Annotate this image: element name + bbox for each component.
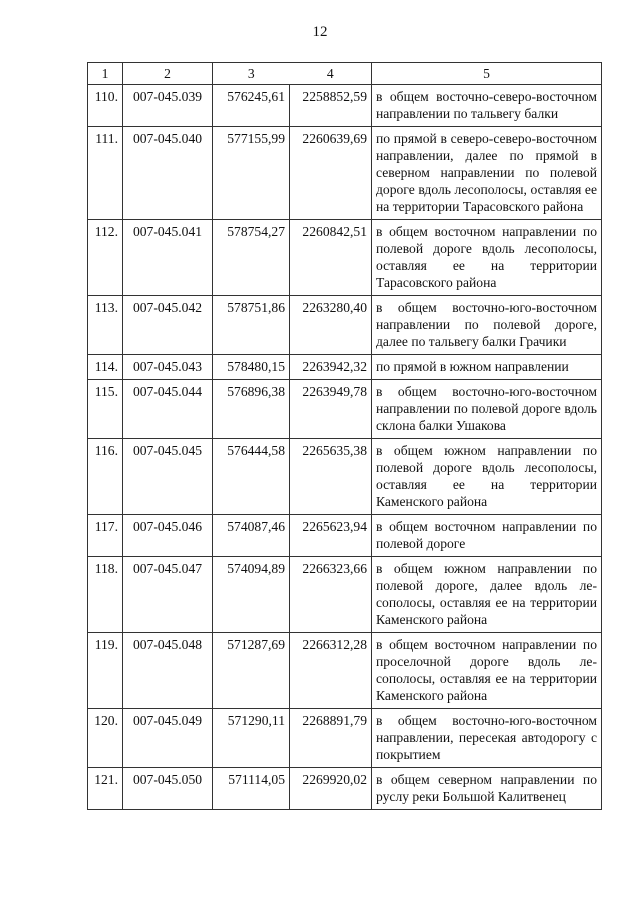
boundary-description: в общем южном направлении по полевой дороге вдоль лесополосы, оставляя ее на территории Каменского района [372,439,602,515]
point-code: 007-045.041 [123,220,213,296]
table-row [88,220,602,296]
row-number: 111. [88,127,123,220]
coordinate-x: 571114,05 [213,768,290,810]
coordinate-x: 578754,27 [213,220,290,296]
point-code: 007-045.048 [123,633,213,709]
row-number: 116. [88,439,123,515]
coordinate-x: 574094,89 [213,557,290,633]
table-row [88,355,602,380]
boundary-description: в общем восточно-юго-восточном направлении, пересекая автодорогу с покрытием [372,709,602,768]
point-code: 007-045.046 [123,515,213,557]
header-col-4: 4 [290,63,372,85]
boundary-description: в общем восточно-юго-восточном направлении по полевой дороге, далее по тальвегу балки Грачики [372,296,602,355]
boundary-description: в общем южном направлении по полевой дороге, далее вдоль лесополосы, оставляя ее на территории Каменского района [372,557,602,633]
row-number: 117. [88,515,123,557]
coordinate-y: 2269920,02 [290,768,372,810]
header-col-2: 2 [123,63,213,85]
coordinate-x: 576245,61 [213,85,290,127]
point-code: 007-045.043 [123,355,213,380]
coordinate-y: 2260639,69 [290,127,372,220]
row-number: 113. [88,296,123,355]
coordinate-x: 574087,46 [213,515,290,557]
header-col-5: 5 [372,63,602,85]
coordinate-y: 2260842,51 [290,220,372,296]
boundary-description: в общем восточно-юго-восточном направлении по полевой дороге вдоль склона балки Ушакова [372,380,602,439]
boundary-description: в общем восточном направлении по полевой дороге вдоль лесополосы, оставляя ее на территории Тарасовского района [372,220,602,296]
point-code: 007-045.040 [123,127,213,220]
coordinate-y: 2265623,94 [290,515,372,557]
coordinate-x: 571290,11 [213,709,290,768]
boundary-description: в общем восточно-северо-восточном направлении по тальвегу балки [372,85,602,127]
boundary-description: в общем восточном направлении по полевой дороге [372,515,602,557]
table-row [88,127,602,220]
row-number: 120. [88,709,123,768]
coordinate-y: 2263942,32 [290,355,372,380]
header-col-1: 1 [88,63,123,85]
coordinate-x: 576444,58 [213,439,290,515]
coordinate-x: 576896,38 [213,380,290,439]
row-number: 110. [88,85,123,127]
coordinate-x: 578751,86 [213,296,290,355]
header-col-3: 3 [213,63,290,85]
boundary-description: по прямой в южном направлении [372,355,602,380]
table-row [88,768,602,810]
point-code: 007-045.042 [123,296,213,355]
row-number: 118. [88,557,123,633]
point-code: 007-045.045 [123,439,213,515]
coordinate-y: 2263280,40 [290,296,372,355]
coordinate-y: 2266323,66 [290,557,372,633]
table-row [88,557,602,633]
coordinate-x: 571287,69 [213,633,290,709]
row-number: 115. [88,380,123,439]
coordinate-x: 578480,15 [213,355,290,380]
boundary-description: в общем восточном направлении по проселочной дороге вдоль лесополосы, оставляя ее на территории Каменского района [372,633,602,709]
row-number: 114. [88,355,123,380]
point-code: 007-045.044 [123,380,213,439]
point-code: 007-045.047 [123,557,213,633]
table-row [88,515,602,557]
table-row [88,296,602,355]
coordinate-y: 2268891,79 [290,709,372,768]
point-code: 007-045.049 [123,709,213,768]
row-number: 112. [88,220,123,296]
boundary-description: по прямой в северо-северо-восточном направлении, далее по прямой в северном направлении по полевой дороге вдоль лесополосы, оставляя ее на территории Тарасовского района [372,127,602,220]
table-row [88,709,602,768]
coordinate-y: 2258852,59 [290,85,372,127]
coordinate-y: 2263949,78 [290,380,372,439]
coordinate-y: 2265635,38 [290,439,372,515]
boundary-description: в общем северном направлении по руслу реки Большой Калитвенец [372,768,602,810]
table-row [88,633,602,709]
page-number: 12 [312,24,328,40]
table-row [88,439,602,515]
table-row [88,85,602,127]
coordinate-y: 2266312,28 [290,633,372,709]
table-header-row [88,63,602,85]
point-code: 007-045.039 [123,85,213,127]
point-code: 007-045.050 [123,768,213,810]
row-number: 119. [88,633,123,709]
boundary-table [87,62,602,810]
coordinate-x: 577155,99 [213,127,290,220]
table-row [88,380,602,439]
row-number: 121. [88,768,123,810]
